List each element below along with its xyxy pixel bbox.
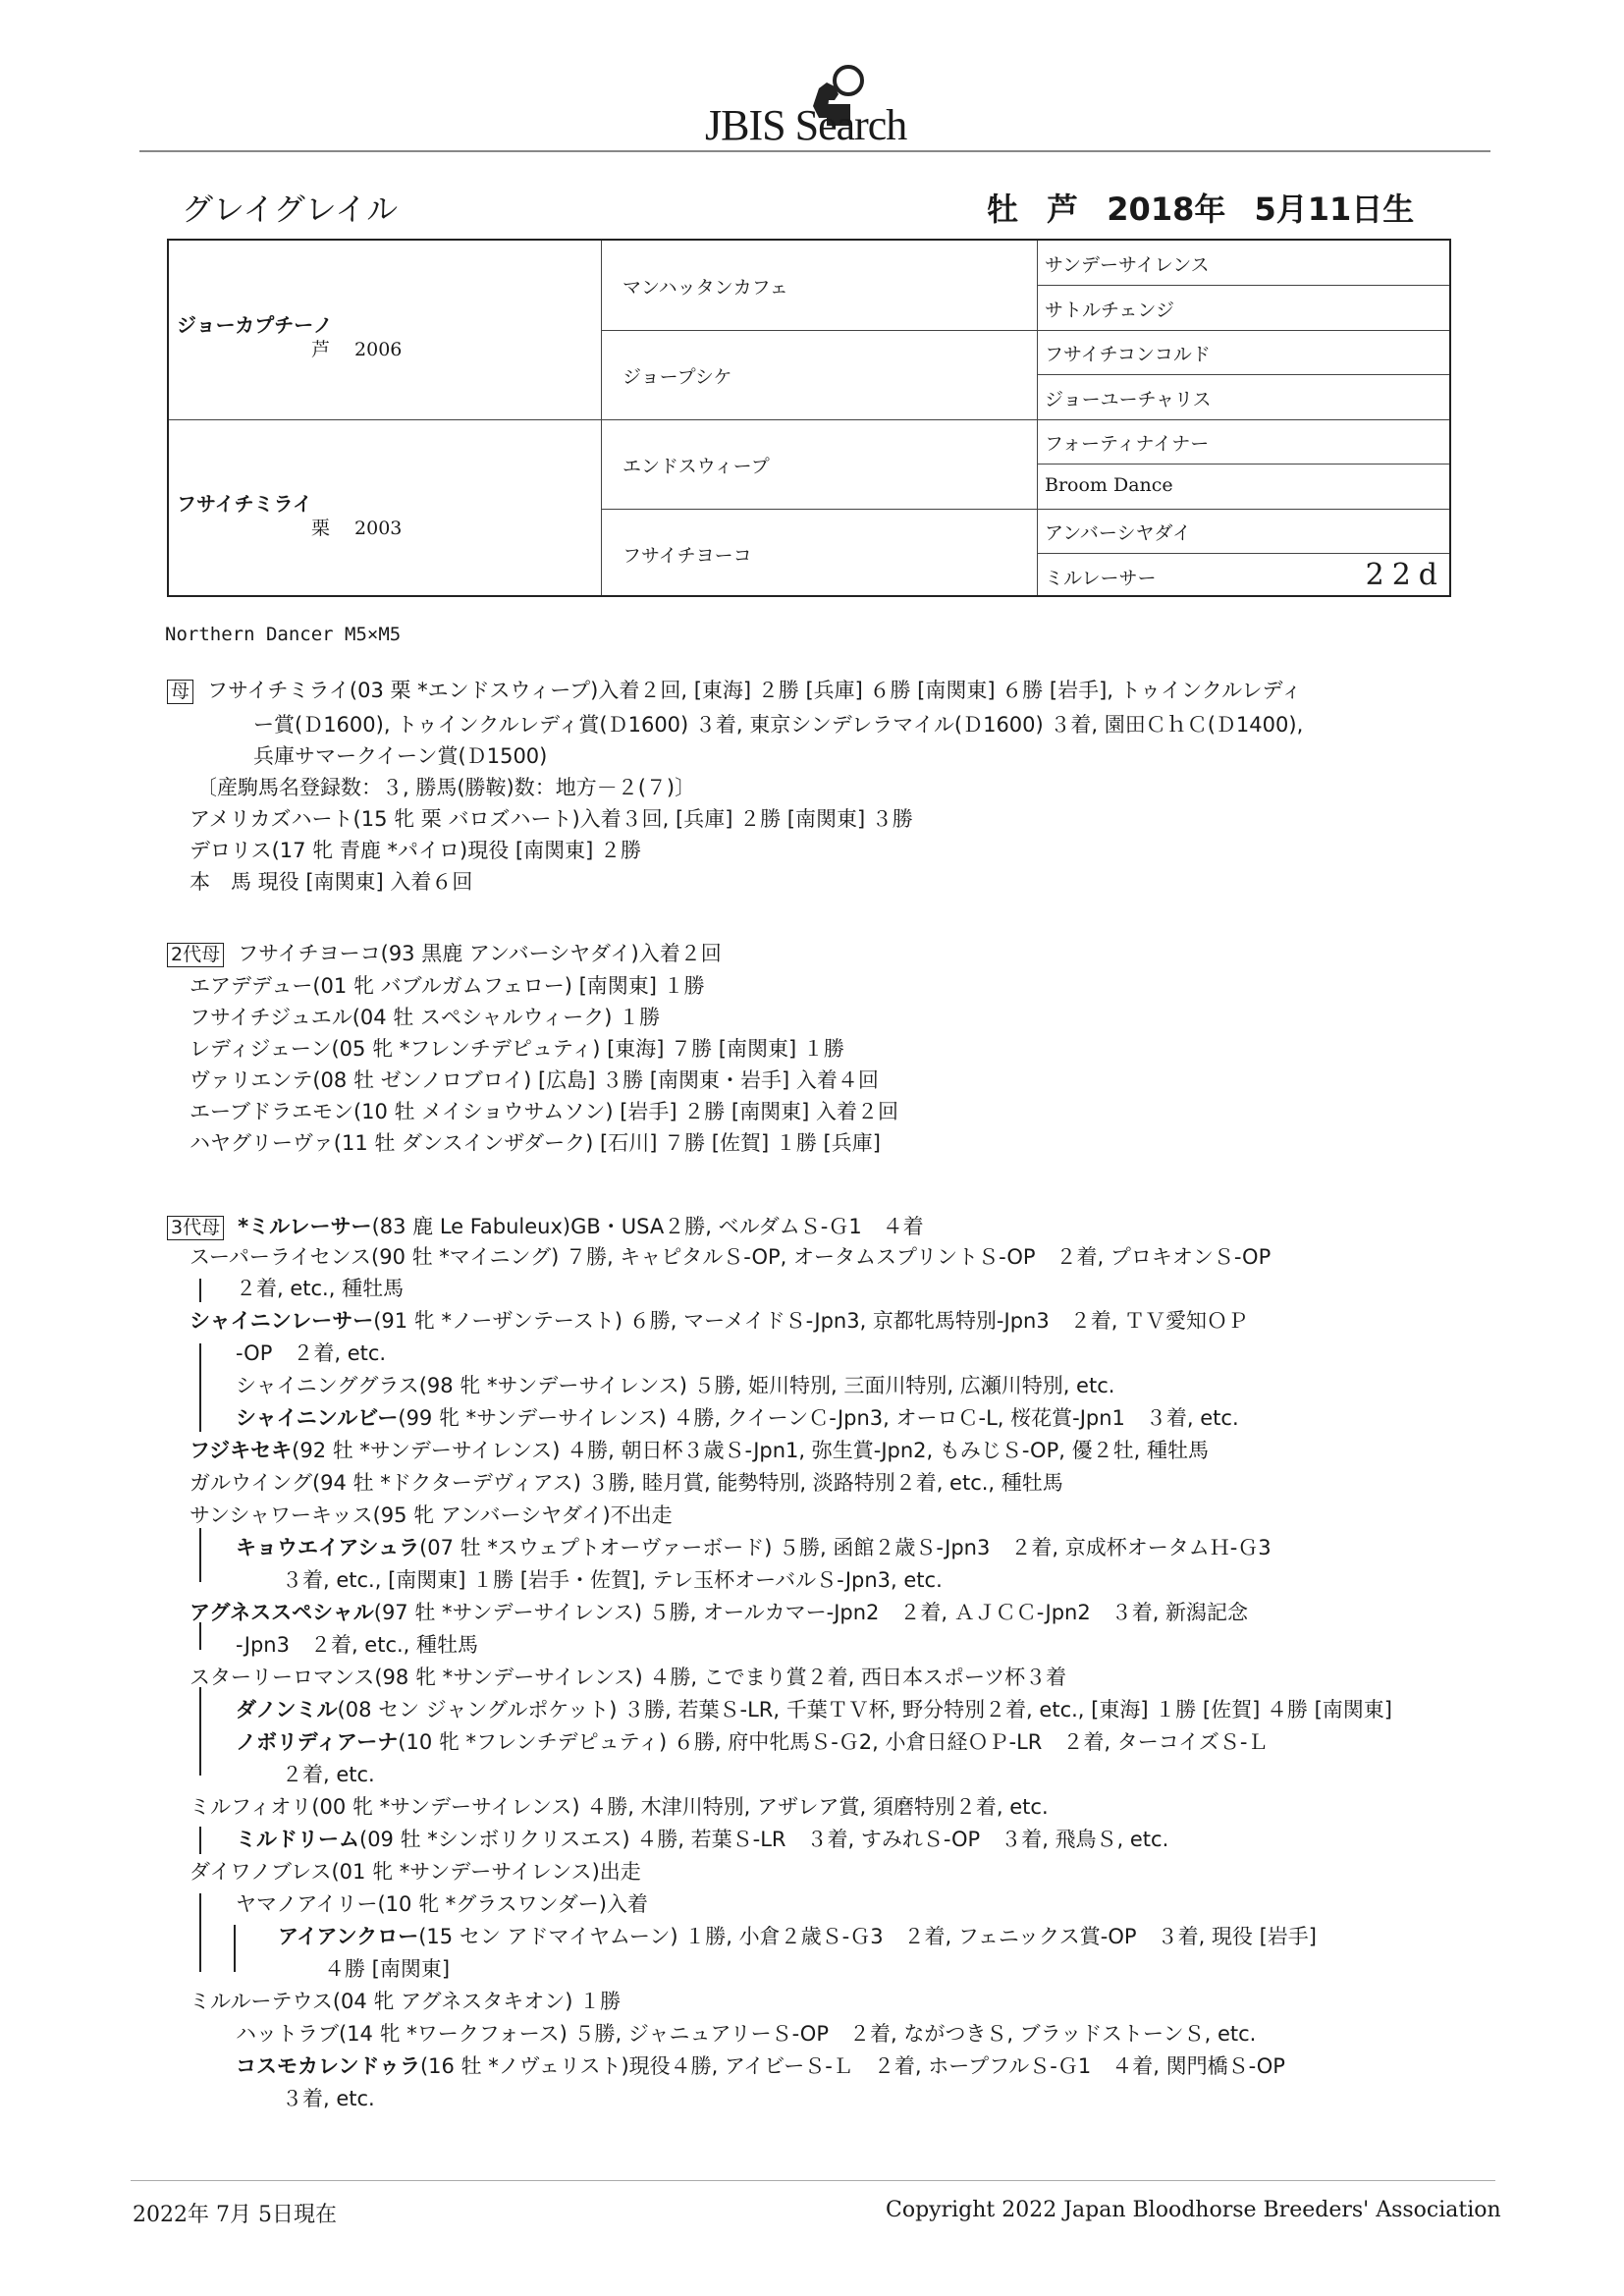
gen3-4[interactable]: ジョーユーチャリス bbox=[1045, 389, 1212, 410]
family-bar bbox=[199, 1528, 201, 1582]
third-dam-offspring: ３着, etc. bbox=[282, 2087, 375, 2110]
third-dam-offspring: ３着, etc., [南関東] １勝 [岩手・佐賀], テレ玉杯オーバルＳ-Jpn3, etc. bbox=[282, 1568, 943, 1592]
third-dam-offspring: シャイニンルビー(99 牝 *サンデーサイレンス) ４勝, クイーンＣ-Jpn3, オーロＣ-L, 桜花賞-Jpn1 ３着, etc. bbox=[236, 1406, 1239, 1430]
third-dam-offspring: -Jpn3 ２着, etc., 種牡馬 bbox=[236, 1633, 479, 1657]
dam-heading: 母 フサイチミライ(03 栗 *エンドスウィープ)入着２回, [東海] ２勝 [兵庫] ６勝 [南関東] ６勝 [岩手], トゥインクルレディ bbox=[167, 680, 1302, 704]
dam-name[interactable]: フサイチミライ bbox=[177, 492, 312, 516]
third-dam-offspring: アイアンクロー(15 セン アドマイヤムーン) １勝, 小倉２歳Ｓ-Ｇ3 ２着, フェニックス賞-OP ３着, 現役 [岩手] bbox=[278, 1925, 1317, 1948]
gen2-sire-sire[interactable]: マンハッタンカフェ bbox=[623, 277, 788, 299]
jbis-logo[interactable] bbox=[705, 61, 941, 149]
gen3-3[interactable]: フサイチコンコルド bbox=[1045, 344, 1211, 365]
third-dam-offspring: -OP ２着, etc. bbox=[236, 1341, 387, 1365]
section-label-dam: 母 bbox=[167, 680, 193, 704]
second-dam-offspring: レディジェーン(05 牝 *フレンチデピュティ) [東海] ７勝 [南関東] １勝 bbox=[189, 1037, 844, 1061]
family-bar bbox=[199, 1827, 201, 1854]
second-dam-offspring: ハヤグリーヴァ(11 牡 ダンスインザダーク) [石川] ７勝 [佐賀] １勝 [兵庫] bbox=[189, 1131, 881, 1155]
inbreeding-note: Northern Dancer M5×M5 bbox=[165, 624, 402, 645]
third-dam-offspring: ダノンミル(08 セン ジャングルポケット) ３勝, 若葉Ｓ-LR, 千葉ＴＶ杯, 野分特別２着, etc., [東海] １勝 [佐賀] ４勝 [南関東] bbox=[236, 1698, 1392, 1722]
third-dam-offspring: スターリーロマンス(98 牝 *サンデーサイレンス) ４勝, こでまり賞２着, 西日本スポーツ杯３着 bbox=[189, 1666, 1067, 1689]
third-dam-offspring: キョウエイアシュラ(07 牡 *スウェプトオーヴァーボード) ５勝, 函館２歳Ｓ-Jpn3 ２着, 京成杯オータムＨ-Ｇ3 bbox=[236, 1536, 1272, 1559]
inbreed-code: 22d bbox=[1365, 558, 1445, 592]
third-dam-offspring: ヤマノアイリー(10 牝 *グラスワンダー)入着 bbox=[236, 1892, 648, 1916]
second-dam-offspring: フサイチジュエル(04 牡 スペシャルウィーク) １勝 bbox=[189, 1006, 661, 1029]
third-dam-offspring: ダイワノブレス(01 牝 *サンデーサイレンス)出走 bbox=[189, 1860, 641, 1884]
gen2-dam-dam[interactable]: フサイチヨーコ bbox=[623, 545, 752, 567]
pedigree-table bbox=[167, 239, 1451, 597]
header-divider bbox=[139, 150, 1490, 152]
second-dam-offspring: エーブドラエモン(10 牡 メイショウサムソン) [岩手] ２勝 [南関東] 入着２回 bbox=[189, 1100, 898, 1123]
section-label-third-dam: 3代母 bbox=[167, 1216, 224, 1240]
dam-produce-summary: 〔産駒馬名登録数：３, 勝馬(勝鞍)数：地方－２(７)〕 bbox=[196, 776, 696, 799]
logo-text: JBIS Search bbox=[705, 101, 907, 149]
footer-divider bbox=[131, 2180, 1495, 2181]
third-dam-offspring: スーパーライセンス(90 牡 *マイニング) ７勝, キャピタルＳ-OP, オータムスプリントＳ-OP ２着, プロキオンＳ-OP bbox=[189, 1245, 1272, 1269]
third-dam-offspring: コスモカレンドゥラ(16 牡 *ノヴェリスト)現役４勝, アイビーＳ-Ｌ ２着, ホープフルＳ-Ｇ1 ４着, 関門橋Ｓ-OP bbox=[236, 2054, 1285, 2078]
family-bar bbox=[199, 1279, 201, 1302]
third-dam-offspring: シャイニンググラス(98 牝 *サンデーサイレンス) ５勝, 姫川特別, 三面川特別, 広瀬川特別, etc. bbox=[236, 1374, 1115, 1397]
horse-name: グレイグレイル bbox=[182, 191, 399, 228]
as-of-date: 2022年 7月 5日現在 bbox=[133, 2203, 337, 2227]
dam-line: ー賞(Ｄ1600), トゥインクルレディ賞(Ｄ1600) ３着, 東京シンデレラマイル(Ｄ1600) ３着, 園田ＣｈＣ(Ｄ1400), bbox=[253, 713, 1304, 737]
second-dam-offspring: ヴァリエンテ(08 牡 ゼンノロブロイ) [広島] ３勝 [南関東・岩手] 入着４回 bbox=[189, 1068, 879, 1092]
third-dam-offspring: アグネススペシャル(97 牡 *サンデーサイレンス) ５勝, オールカマー-Jpn2 ２着, ＡＪＣＣ-Jpn2 ３着, 新潟記念 bbox=[189, 1601, 1249, 1624]
dam-color-year: 栗 2003 bbox=[311, 518, 403, 539]
second-dam-heading: 2代母 フサイチヨーコ(93 黒鹿 アンバーシヤダイ)入着２回 bbox=[167, 943, 722, 967]
third-dam-offspring: ２着, etc., 種牡馬 bbox=[236, 1277, 405, 1300]
third-dam-offspring: ミルフィオリ(00 牝 *サンデーサイレンス) ４勝, 木津川特別, アザレア賞, 須磨特別２着, etc. bbox=[189, 1795, 1049, 1819]
third-dam-heading: 3代母 *ミルレーサー(83 鹿 Le Fabuleux)GB・USA２勝, ベルダムＳ-Ｇ1 ４着 bbox=[167, 1216, 924, 1240]
section-label-second-dam: 2代母 bbox=[167, 943, 224, 967]
family-bar bbox=[199, 1343, 201, 1432]
gen3-6[interactable]: Broom Dance bbox=[1045, 474, 1173, 496]
third-dam-offspring: ガルウイング(94 牡 *ドクターデヴィアス) ３勝, 睦月賞, 能勢特別, 淡路特別２着, etc., 種牡馬 bbox=[189, 1471, 1063, 1495]
third-dam-offspring: ２着, etc. bbox=[282, 1763, 375, 1786]
dam-line: 兵庫サマークイーン賞(Ｄ1500) bbox=[253, 744, 548, 768]
sire-color-year: 芦 2006 bbox=[311, 339, 403, 360]
third-dam-offspring: フジキセキ(92 牡 *サンデーサイレンス) ４勝, 朝日杯３歳Ｓ-Jpn1, 弥生賞-Jpn2, もみじＳ-OP, 優２牡, 種牡馬 bbox=[189, 1439, 1209, 1462]
gen3-8[interactable]: ミルレーサー bbox=[1045, 568, 1157, 589]
copyright: Copyright 2022 Japan Bloodhorse Breeders' Association bbox=[886, 2198, 1501, 2222]
second-dam-offspring: エアデデュー(01 牝 バブルガムフェロー) [南関東] １勝 bbox=[189, 974, 705, 998]
family-bar bbox=[234, 1925, 236, 1972]
third-dam-offspring: シャイニンレーサー(91 牝 *ノーザンテースト) ６勝, マーメイドＳ-Jpn3, 京都牝馬特別-Jpn3 ２着, ＴＶ愛知ＯＰ bbox=[189, 1309, 1249, 1333]
third-dam-offspring: ミルドリーム(09 牡 *シンボリクリスエス) ４勝, 若葉Ｓ-LR ３着, すみれＳ-OP ３着, 飛鳥Ｓ, etc. bbox=[236, 1828, 1169, 1851]
gen2-dam-sire[interactable]: エンドスウィープ bbox=[623, 456, 770, 477]
gen3-2[interactable]: サトルチェンジ bbox=[1045, 300, 1174, 321]
dam-offspring: 本 馬 現役 [南関東] 入着６回 bbox=[189, 870, 473, 894]
family-bar bbox=[199, 1622, 201, 1650]
third-dam-offspring: ミルルーテウス(04 牝 アグネスタキオン) １勝 bbox=[189, 1990, 622, 2013]
gen3-1[interactable]: サンデーサイレンス bbox=[1045, 254, 1210, 276]
dam-offspring: アメリカズハート(15 牝 栗 バロズハート)入着３回, [兵庫] ２勝 [南関東] ３勝 bbox=[189, 807, 913, 831]
dam-offspring: デロリス(17 牝 青鹿 *パイロ)現役 [南関東] ２勝 bbox=[189, 839, 641, 862]
family-bar bbox=[199, 1893, 201, 1972]
gen2-sire-dam[interactable]: ジョープシケ bbox=[623, 366, 732, 388]
third-dam-offspring: ノボリディアーナ(10 牝 *フレンチデピュティ) ６勝, 府中牝馬Ｓ-Ｇ2, 小倉日経ＯＰ-LR ２着, ターコイズＳ-Ｌ bbox=[236, 1730, 1269, 1754]
horse-info: 牡 芦 2018年 5月11日生 bbox=[987, 191, 1415, 228]
family-bar bbox=[199, 1687, 201, 1776]
sire-name[interactable]: ジョーカプチーノ bbox=[177, 313, 333, 337]
third-dam-offspring: ４勝 [南関東] bbox=[324, 1957, 451, 1981]
gen3-5[interactable]: フォーティナイナー bbox=[1045, 433, 1210, 455]
third-dam-offspring: ハットラブ(14 牝 *ワークフォース) ５勝, ジャニュアリーＳ-OP ２着, ながつきＳ, ブラッドストーンＳ, etc. bbox=[236, 2022, 1257, 2046]
third-dam-offspring: サンシャワーキッス(95 牝 アンバーシヤダイ)不出走 bbox=[189, 1503, 673, 1527]
gen3-7[interactable]: アンバーシヤダイ bbox=[1045, 522, 1191, 544]
